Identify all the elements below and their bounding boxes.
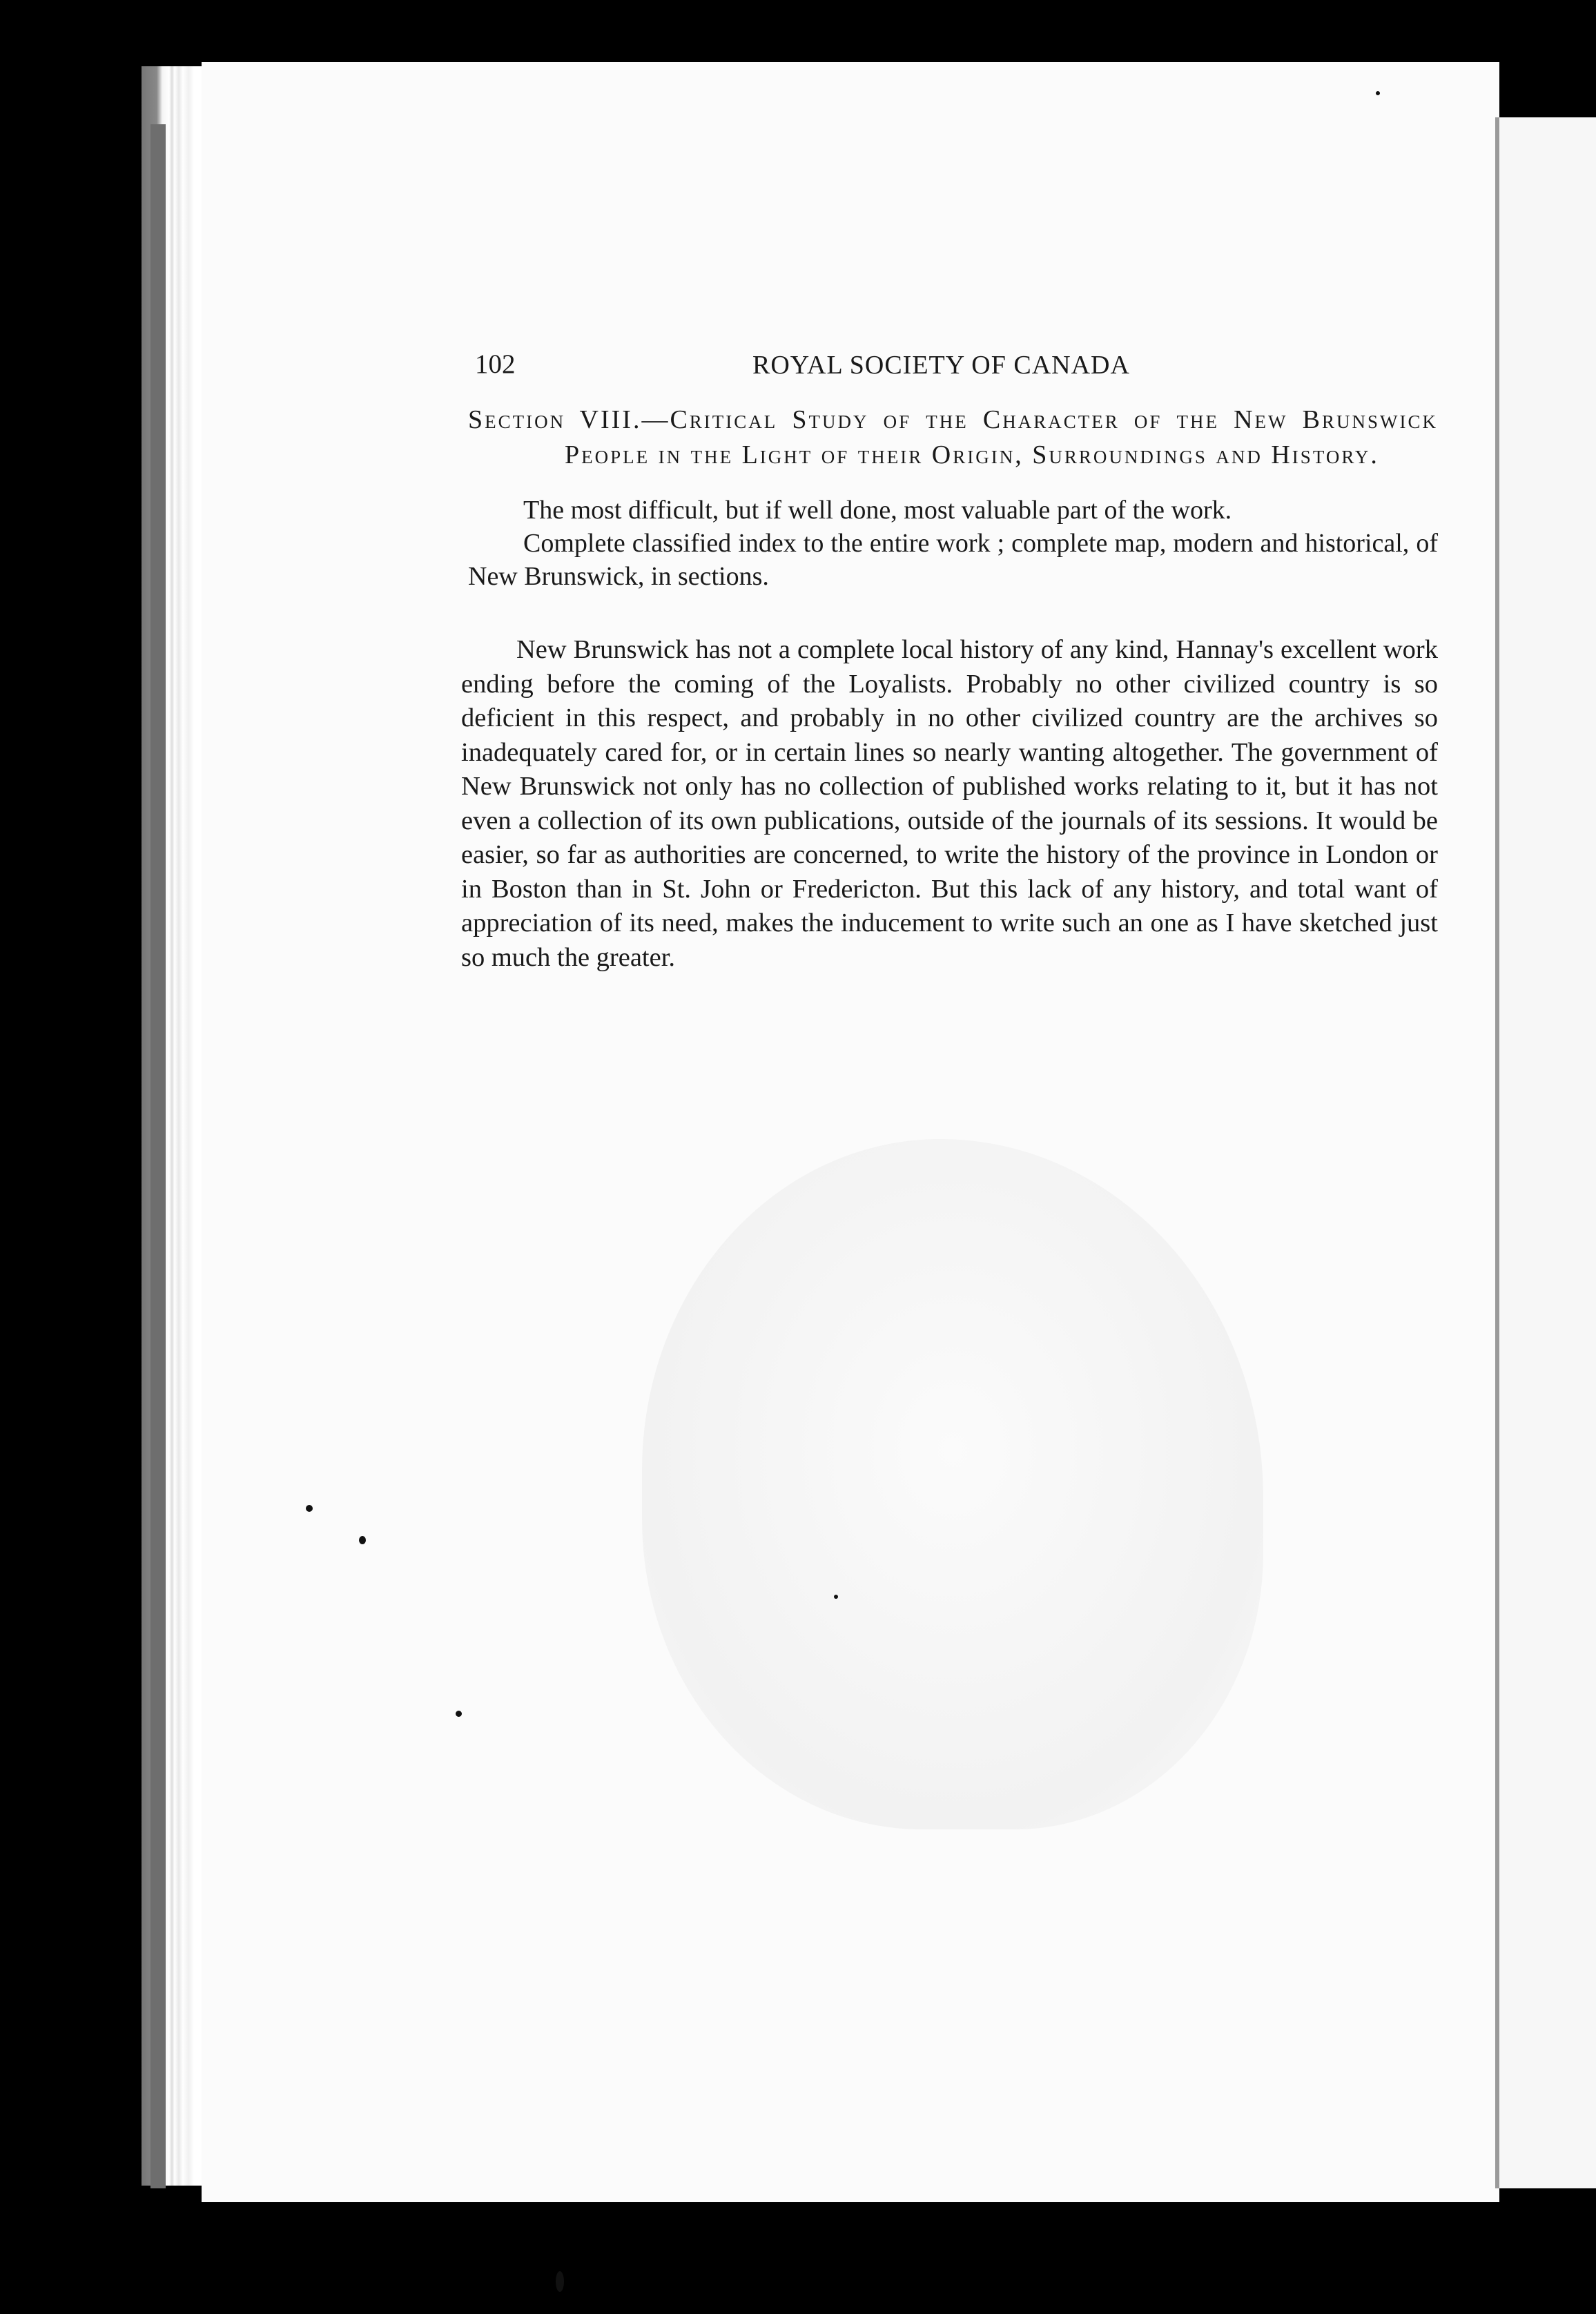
page-text bbox=[461, 349, 1438, 975]
dust-speck bbox=[456, 1711, 462, 1717]
dust-speck bbox=[306, 1505, 313, 1512]
section-summary bbox=[468, 494, 1438, 593]
body-paragraph: New Brunswick has not a complete local history of any kind, Hannay's excellent work ending before the coming of the Loyalists. Probably no other civilized country is so deficient in this respect, and probably in no other civilized country are the archives so inadequately cared for, or in certain lines so nearly wanting altogether. The government of New Brunswick not only has no collection of published works relating to it, but it has not even a collection of its own publications, outside of the journals of its sessions. It would be easier, so far as authorities are concerned, to write the history of the province in London or in Boston than in St. John or Fredericton. But this lack of any history, and total want of appreciation of its need, makes the inducement to write such an one as I have sketched just so much the greater. bbox=[461, 635, 1438, 972]
journal-title: ROYAL SOCIETY OF CANADA bbox=[752, 351, 1130, 380]
dust-speck bbox=[1376, 91, 1380, 95]
dust-speck bbox=[359, 1536, 366, 1544]
summary-line: Complete classified index to the entire work ; complete map, modern and historical, of New Brunswick, in sections. bbox=[468, 529, 1438, 591]
page-edge-shadow bbox=[150, 124, 166, 2188]
section-heading: Section VIII.—Critical Study of the Character of the New Brunswick People in the Light of their Origin, Surroundings and History. bbox=[468, 405, 1438, 469]
running-head bbox=[461, 349, 1438, 390]
dust-speck bbox=[556, 2271, 564, 2292]
dust-speck bbox=[834, 1595, 838, 1599]
summary-line: The most difficult, but if well done, most valuable part of the work. bbox=[523, 496, 1232, 525]
page-number: 102 bbox=[475, 349, 516, 379]
facing-page-edge bbox=[1495, 117, 1596, 2188]
